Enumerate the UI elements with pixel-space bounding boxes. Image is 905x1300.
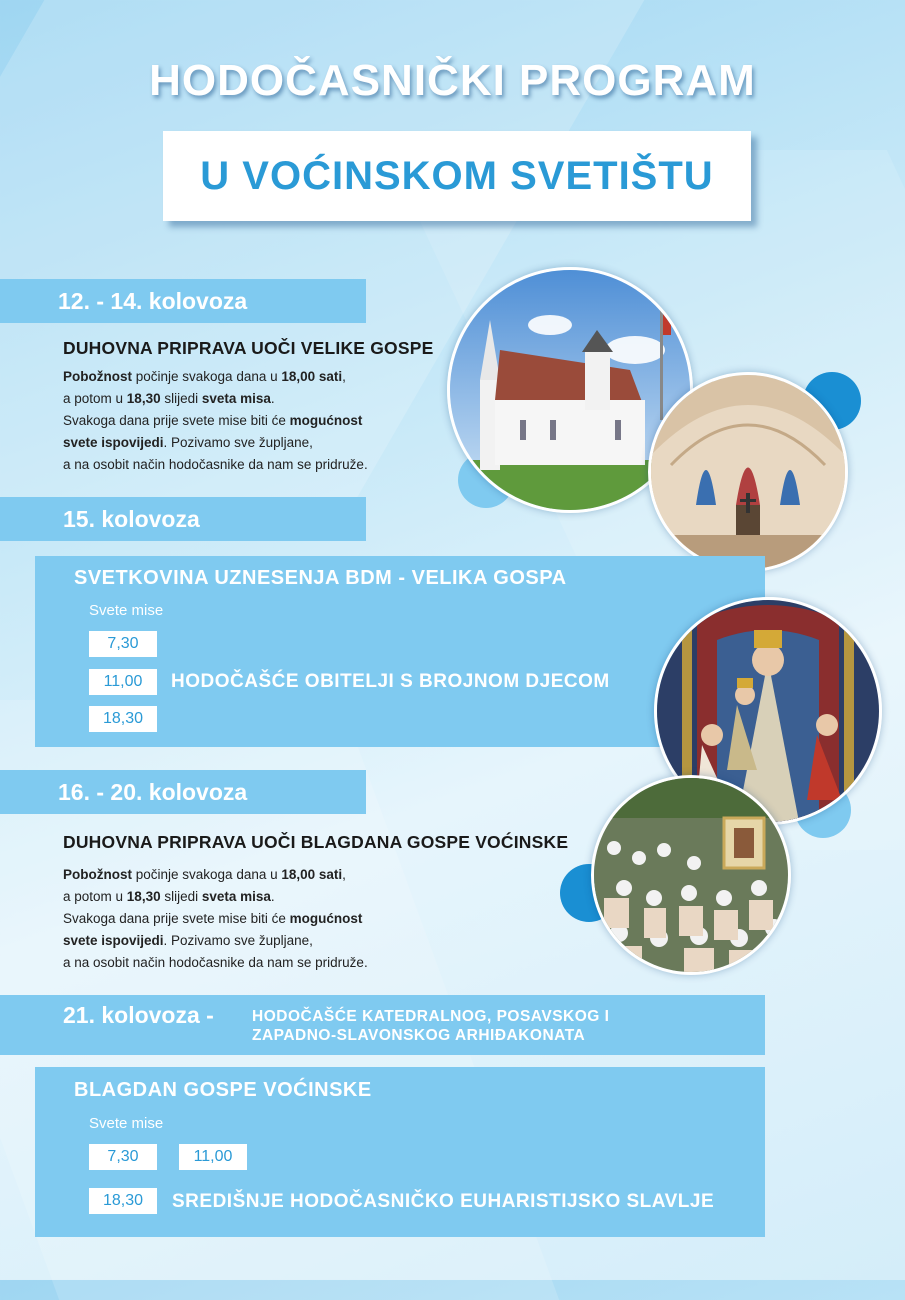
mass-time: 18,30: [89, 706, 157, 732]
section-heading: DUHOVNA PRIPRAVA UOČI BLAGDANA GOSPE VOĆINSKE: [63, 832, 569, 852]
mass-time: 7,30: [89, 631, 157, 657]
section-heading: DUHOVNA PRIPRAVA UOČI VELIKE GOSPE: [63, 338, 434, 358]
pilgrimage-line-2: ZAPADNO-SLAVONSKOG ARHIĐAKONATA: [252, 1027, 586, 1044]
subtitle-box: [163, 131, 751, 221]
date-label: 12. - 14. kolovoza: [58, 287, 248, 314]
panel-title: BLAGDAN GOSPE VOĆINSKE: [74, 1079, 372, 1101]
para-line: svete ispovijedi. Pozivamo sve župljane,: [63, 933, 313, 948]
church-interior-image: [651, 375, 845, 569]
date-band-3: [0, 770, 366, 814]
para-line: Svakoga dana prije svete mise biti će mogućnost: [63, 413, 363, 428]
mass-time: 7,30: [89, 1144, 157, 1170]
date-label: 21. kolovoza -: [63, 1001, 214, 1028]
mass-time: 11,00: [179, 1144, 247, 1170]
date-label: 16. - 20. kolovoza: [58, 778, 248, 805]
para-line: svete ispovijedi. Pozivamo sve župljane,: [63, 435, 313, 450]
date-label-wrap: [0, 995, 250, 1035]
para-line: Svakoga dana prije svete mise biti će mogućnost: [63, 911, 363, 926]
para-line: Pobožnost počinje svakoga dana u 18,00 sati,: [63, 369, 346, 384]
subtitle-text: U VOĆINSKOM SVETIŠTU: [200, 153, 714, 198]
date-label: 15. kolovoza: [63, 505, 200, 532]
mass-label: Svete mise: [89, 602, 164, 619]
mass-time: 18,30: [89, 1188, 157, 1214]
procession-image: [594, 778, 788, 972]
procession-photo: [591, 775, 791, 975]
para-line: a potom u 18,30 slijedi sveta misa.: [63, 889, 275, 904]
para-line: a potom u 18,30 slijedi sveta misa.: [63, 391, 275, 406]
para-line: Pobožnost počinje svakoga dana u 18,00 sati,: [63, 867, 346, 882]
section1-paragraph: [63, 366, 368, 476]
event-text: HODOČAŠĆE OBITELJI S BROJNOM DJECOM: [171, 671, 610, 692]
main-title: HODOČASNIČKI PROGRAM: [149, 56, 756, 105]
para-line: a na osobit način hodočasnike da nam se pridruže.: [63, 457, 368, 472]
section3-paragraph: [63, 864, 368, 974]
church-interior-photo: [648, 372, 848, 572]
mass-time: 11,00: [89, 669, 157, 695]
date-band-1: [0, 279, 366, 323]
para-line: a na osobit način hodočasnike da nam se pridruže.: [63, 955, 368, 970]
mass-label: Svete mise: [89, 1115, 164, 1132]
pilgrimage-line-1: HODOČAŠĆE KATEDRALNOG, POSAVSKOG I: [252, 1008, 610, 1025]
date-band-2: [0, 497, 366, 541]
panel-title: SVETKOVINA UZNESENJA BDM - VELIKA GOSPA: [74, 567, 567, 589]
event-text: SREDIŠNJE HODOČASNIČKO EUHARISTIJSKO SLAVLJE: [172, 1191, 715, 1212]
